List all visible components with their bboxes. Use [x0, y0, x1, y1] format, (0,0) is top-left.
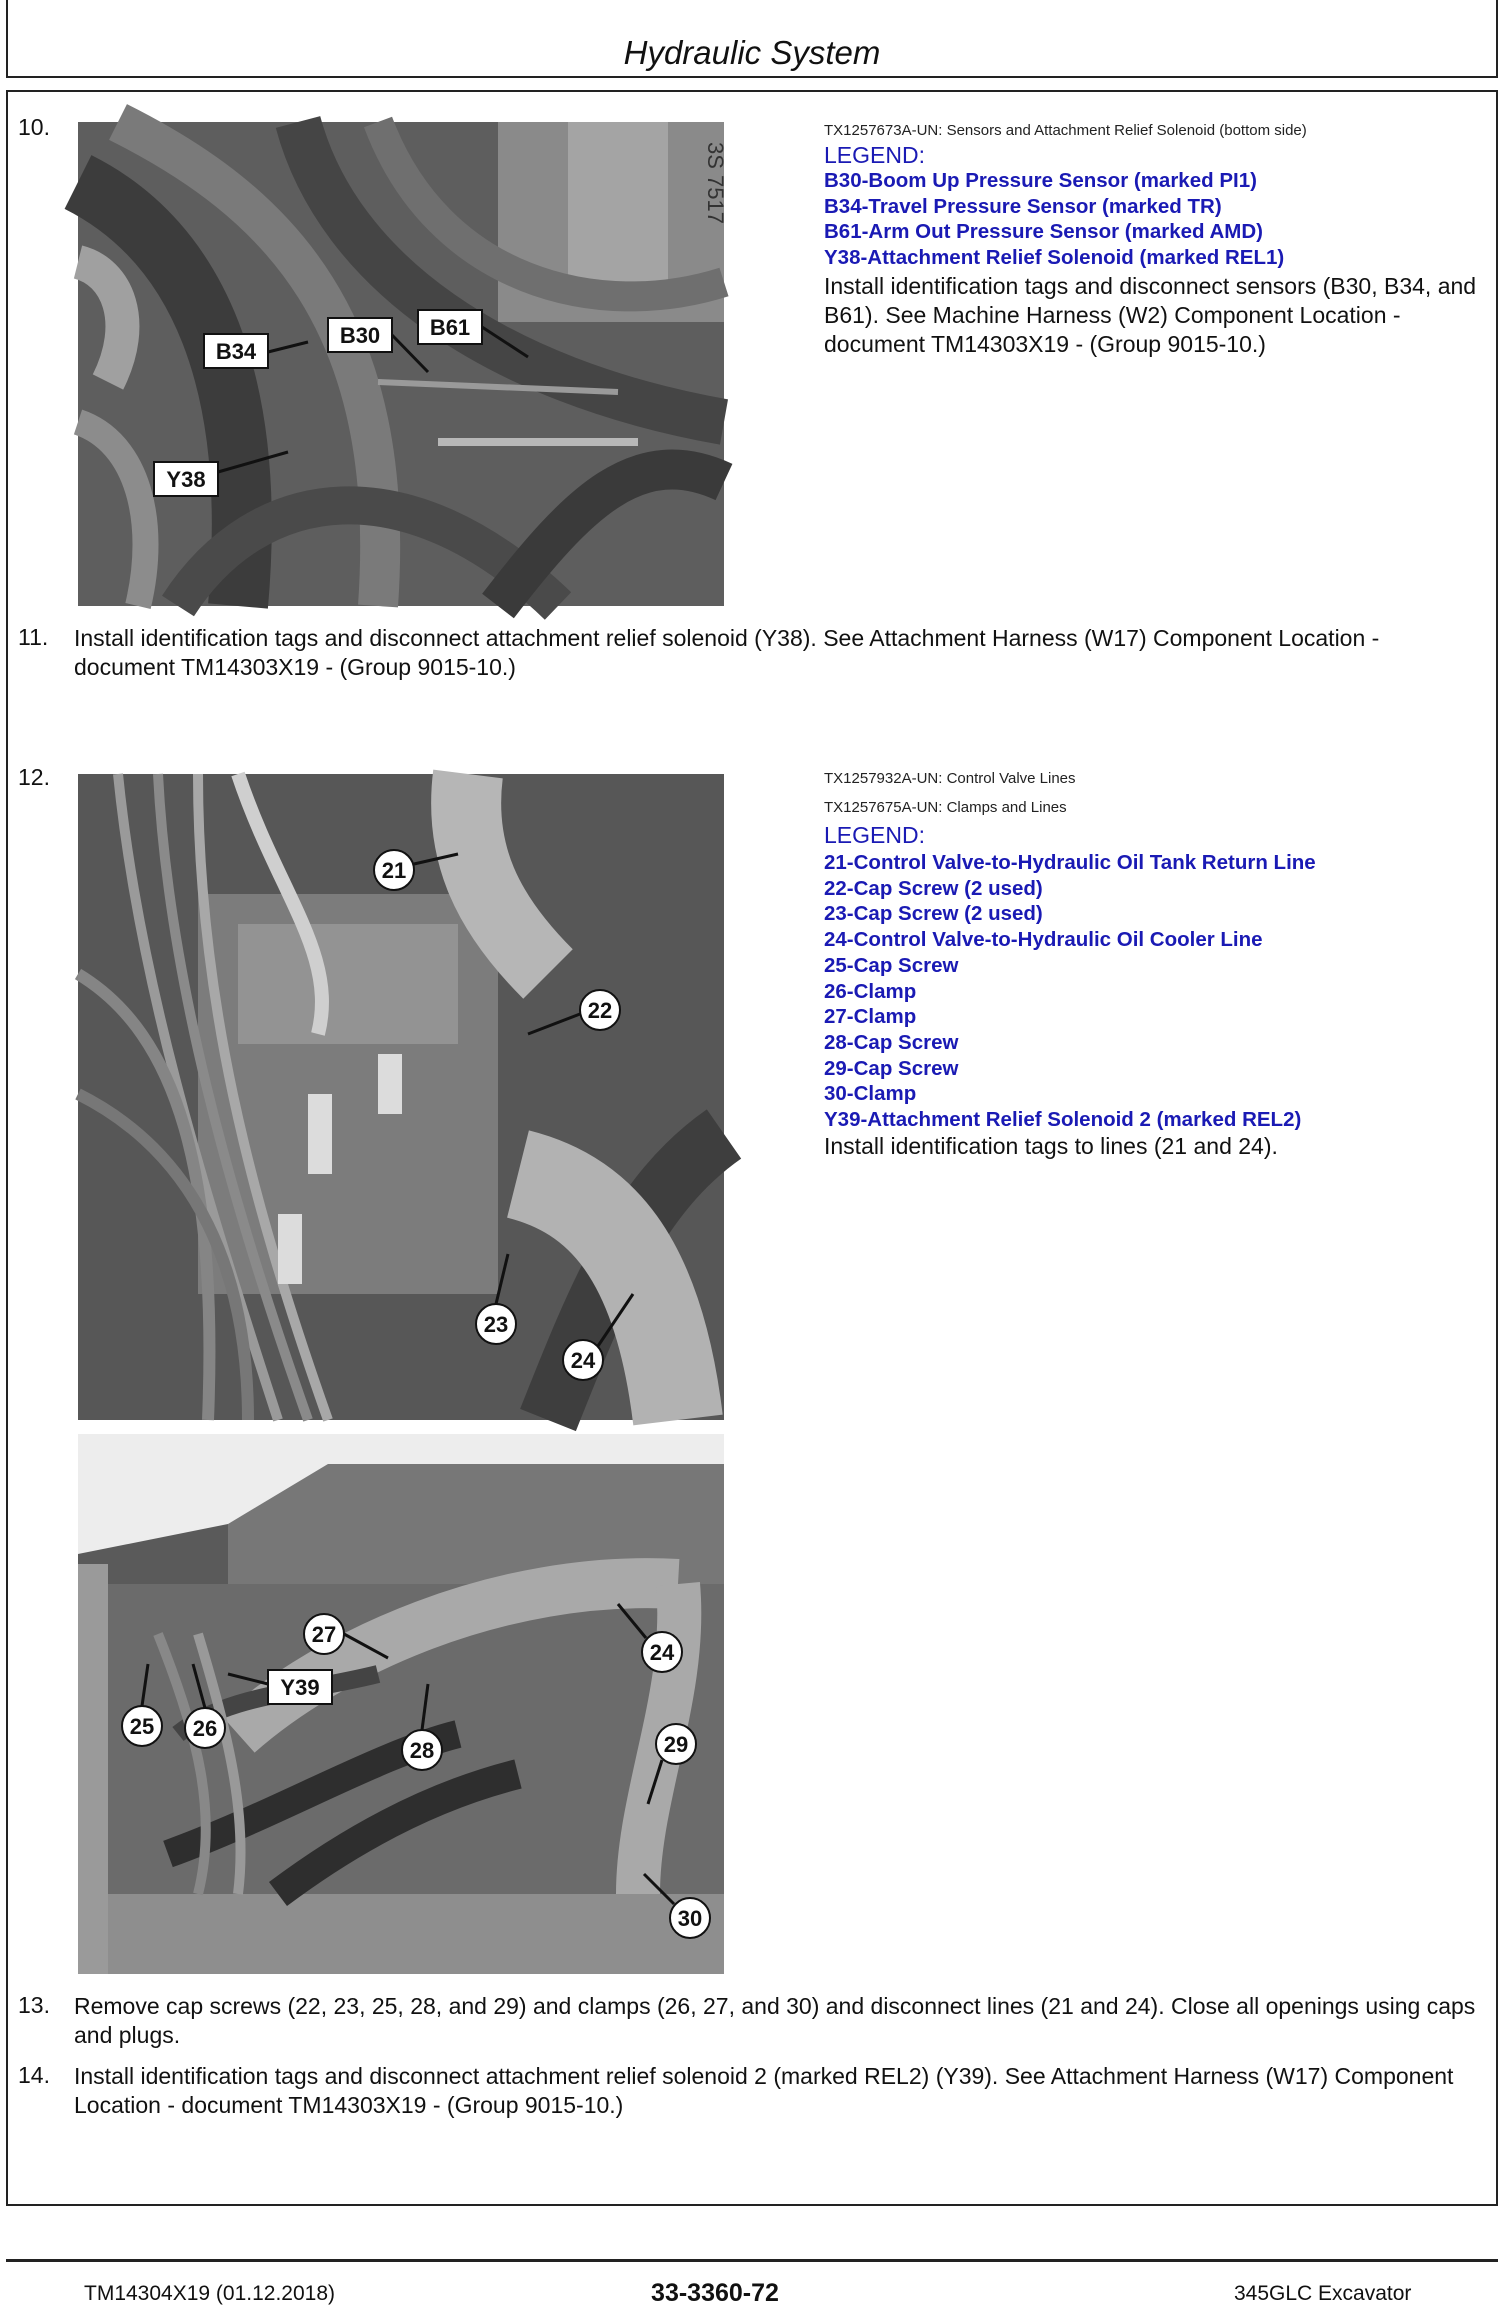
photo-stamp: 3S 7517: [703, 142, 728, 224]
step-12-caption-2: TX1257675A-UN: Clamps and Lines: [824, 799, 1067, 816]
legend-item: 27-Clamp: [824, 1005, 917, 1029]
step-12-instruction: Install identification tags to lines (21 and 24).: [824, 1133, 1278, 1159]
step-10-caption: TX1257673A-UN: Sensors and Attachment Relief Solenoid (bottom side): [824, 122, 1307, 139]
footer-divider: [6, 2259, 1498, 2262]
step-12-photo-control-valve-lines: [78, 774, 724, 1420]
step-12-photo-clamps-and-lines: [78, 1434, 724, 1974]
callout-28: 28: [409, 1738, 435, 1763]
step-12-caption-1: TX1257932A-UN: Control Valve Lines: [824, 770, 1076, 787]
step-14-text: Install identification tags and disconnect attachment relief solenoid 2 (marked REL2) (Y39). See Attachment Harness (W17) Component Location - document TM14303X19 - (Group 9015-10.): [74, 2063, 1454, 2118]
step-13-text: Remove cap screws (22, 23, 25, 28, and 29) and clamps (26, 27, and 30) and disconnect lines (21 and 24). Close all openings using caps and plugs.: [74, 1993, 1476, 2048]
callout-21: 21: [381, 858, 407, 883]
step-10-photo-illustration: [78, 122, 728, 606]
legend-item: 21-Control Valve-to-Hydraulic Oil Tank Return Line: [824, 851, 1316, 874]
page-title: Hydraulic System: [623, 34, 881, 71]
legend-item: B34-Travel Pressure Sensor (marked TR): [824, 194, 1222, 218]
step-12-legend: [824, 850, 1494, 1133]
legend-item: B61-Arm Out Pressure Sensor (marked AMD): [824, 220, 1263, 244]
legend-item: 24-Control Valve-to-Hydraulic Oil Cooler Line: [824, 928, 1263, 952]
legend-item: 25-Cap Screw: [824, 953, 959, 977]
callout-b61: B61: [429, 315, 471, 340]
step-14-number: 14.: [18, 2062, 50, 2088]
footer-page-number: 33-3360-72: [651, 2279, 779, 2307]
step-10-legend-label: LEGEND:: [824, 142, 925, 168]
callout-b34: B34: [215, 339, 257, 364]
legend-item: B30-Boom Up Pressure Sensor (marked PI1): [824, 169, 1257, 192]
step-10-number: 10.: [18, 114, 50, 140]
control-valve-photo-illustration: [78, 774, 724, 1420]
step-11-number: 11.: [18, 624, 49, 650]
legend-item: 28-Cap Screw: [824, 1030, 959, 1054]
callout-26: 26: [192, 1716, 218, 1741]
legend-item: Y38-Attachment Relief Solenoid (marked REL1): [824, 246, 1285, 270]
callout-24: 24: [649, 1640, 675, 1665]
step-12-legend-label: LEGEND:: [824, 822, 925, 848]
legend-item: 30-Clamp: [824, 1082, 917, 1106]
clamps-photo-illustration: [78, 1434, 724, 1974]
footer-document-id: TM14304X19 (01.12.2018): [84, 2282, 336, 2305]
legend-item: 23-Cap Screw (2 used): [824, 902, 1043, 926]
footer-model: 345GLC Excavator: [1234, 2282, 1412, 2305]
callout-b30: B30: [339, 323, 381, 348]
callout-y39: Y39: [280, 1675, 320, 1700]
step-10-legend: [824, 168, 1494, 271]
callout-29: 29: [663, 1732, 689, 1757]
callout-27: 27: [311, 1622, 337, 1647]
legend-item: Y39-Attachment Relief Solenoid 2 (marked REL2): [824, 1108, 1302, 1132]
callout-25: 25: [129, 1714, 155, 1739]
step-10-photo: [78, 122, 728, 606]
legend-item: 26-Clamp: [824, 979, 917, 1003]
step-13-number: 13.: [18, 1992, 50, 2018]
callout-24: 24: [570, 1348, 596, 1373]
legend-item: 29-Cap Screw: [824, 1056, 959, 1080]
callout-y38: Y38: [166, 467, 206, 492]
callout-23: 23: [483, 1312, 509, 1337]
legend-item: 22-Cap Screw (2 used): [824, 876, 1043, 900]
step-12-number: 12.: [18, 764, 50, 790]
callout-30: 30: [677, 1906, 703, 1931]
step-10-instruction: Install identification tags and disconnect sensors (B30, B34, and B61). See Machine Harness (W2) Component Location - document TM14303X19 - (Group 9015-10.): [824, 273, 1477, 357]
step-11-text: Install identification tags and disconnect attachment relief solenoid (Y38). See Attachment Harness (W17) Component Location - document TM14303X19 - (Group 9015-10.): [74, 625, 1380, 680]
callout-22: 22: [587, 998, 613, 1023]
